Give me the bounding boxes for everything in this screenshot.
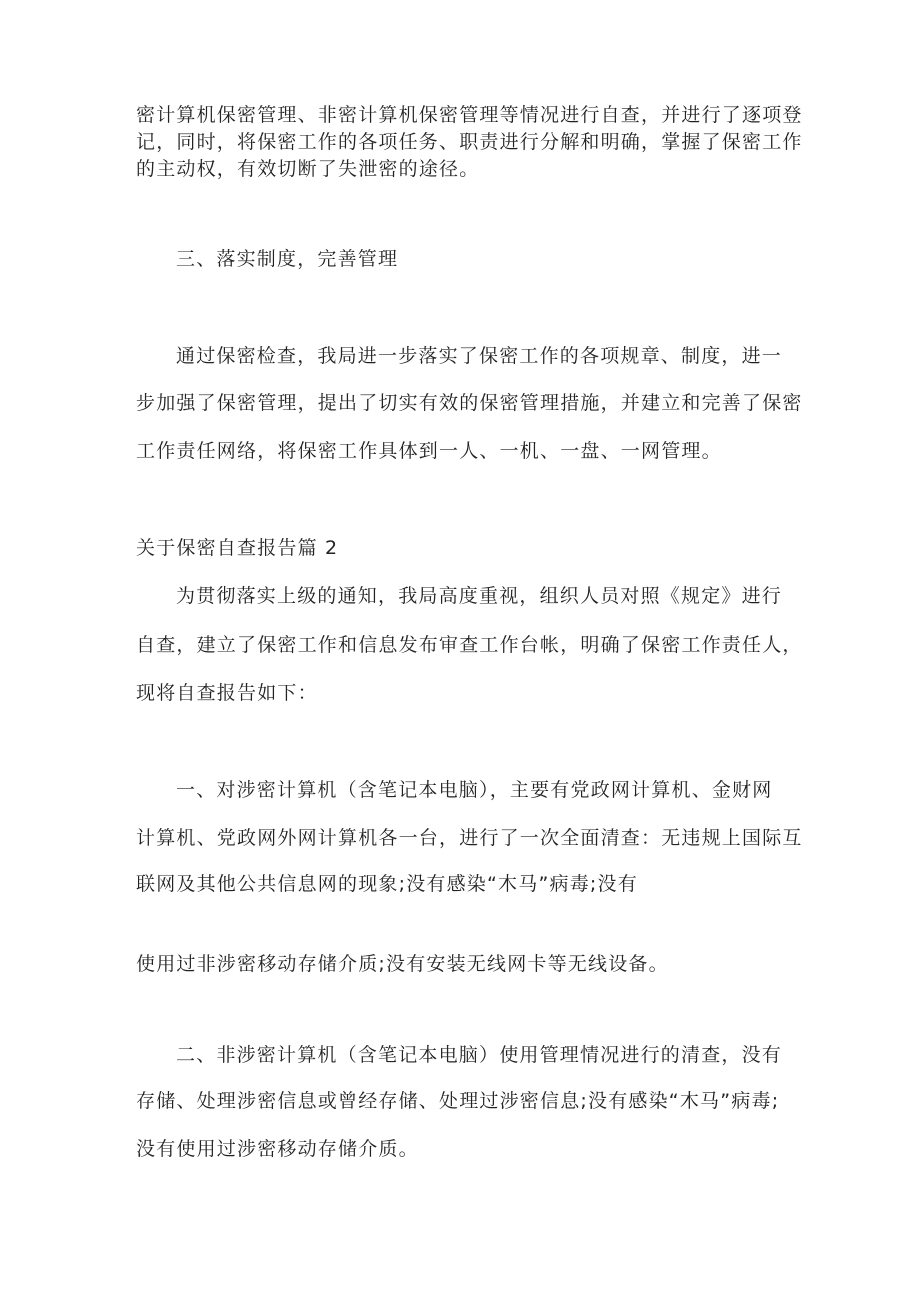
- paragraph-6-line-1: 二、非涉密计算机（含笔记本电脑）使用管理情况进行的清查，没有: [176, 1044, 783, 1066]
- paragraph-6-line-2: 存储、处理涉密信息或曾经存储、处理过涉密信息;没有感染“木马”病毒;: [136, 1090, 780, 1112]
- paragraph-4-line-3: 联网及其他公共信息网的现象;没有感染“木马”病毒;没有: [136, 873, 638, 895]
- section-title: 关于保密自查报告篇 2: [136, 537, 339, 559]
- paragraph-2-line-1: 通过保密检查，我局进一步落实了保密工作的各项规章、制度，进一: [176, 345, 783, 367]
- paragraph-3-line-3: 现将自查报告如下：: [136, 682, 318, 704]
- paragraph-1-line-2: 记，同时，将保密工作的各项任务、职责进行分解和明确，掌握了保密工作: [136, 131, 803, 153]
- paragraph-4-line-1: 一、对涉密计算机（含笔记本电脑），主要有党政网计算机、金财网: [176, 779, 773, 801]
- paragraph-6-line-3: 没有使用过涉密移动存储介质。: [136, 1138, 419, 1160]
- paragraph-3-line-1: 为贯彻落实上级的通知，我局高度重视，组织人员对照《规定》进行: [176, 585, 783, 607]
- paragraph-1-line-1: 密计算机保密管理、非密计算机保密管理等情况进行自查，并进行了逐项登: [136, 104, 803, 126]
- paragraph-2-line-2: 步加强了保密管理，提出了切实有效的保密管理措施，并建立和完善了保密: [136, 392, 803, 414]
- paragraph-5-line-1: 使用过非涉密移动存储介质;没有安装无线网卡等无线设备。: [136, 953, 669, 975]
- paragraph-4-line-2: 计算机、党政网外网计算机各一台，进行了一次全面清查：无违规上国际互: [136, 827, 803, 849]
- paragraph-1-line-3: 的主动权，有效切断了失泄密的途径。: [136, 158, 480, 180]
- paragraph-3-line-2: 自查，建立了保密工作和信息发布审查工作台帐，明确了保密工作责任人，: [136, 634, 803, 656]
- paragraph-2-line-3: 工作责任网络，将保密工作具体到一人、一机、一盘、一网管理。: [136, 440, 722, 462]
- section-heading-3: 三、落实制度，完善管理: [176, 248, 399, 270]
